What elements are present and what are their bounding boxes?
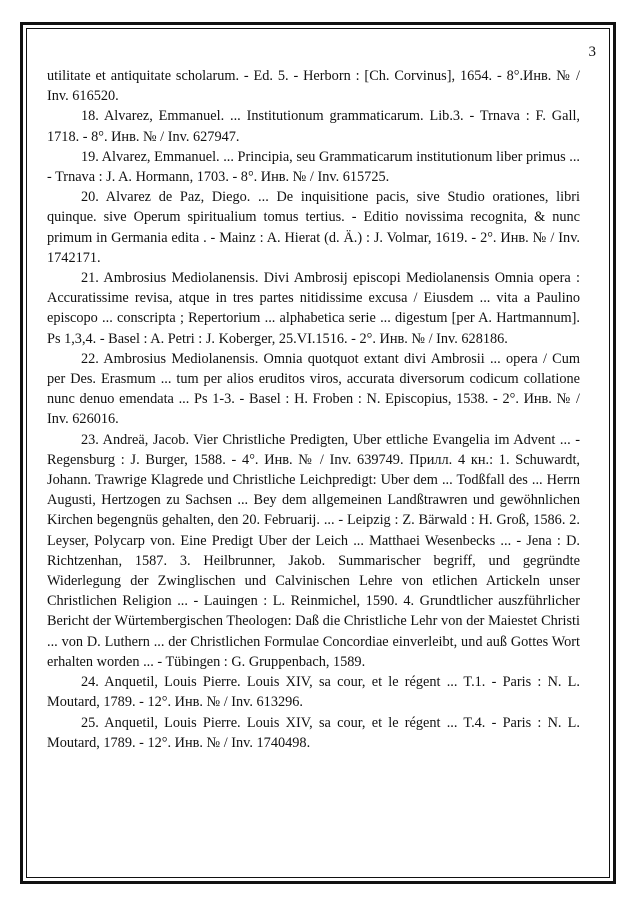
entry-24: 24. Anquetil, Louis Pierre. Louis XIV, sa cour, et le régent ... T.1. - Paris : N. L. Moutard, 1789. - 12°. Инв. № / Inv. 613296. [47,674,580,711]
entry-18: 18. Alvarez, Emmanuel. ... Institutionum grammaticarum. Lib.3. - Trnava : F. Gall, 1718. - 8°. Инв. № / Inv. 627947. [47,108,580,145]
entry-23: 23. Andreä, Jacob. Vier Christliche Predigten, Uber ettliche Evangelia im Advent ... - Regensburg : J. Burger, 1588. - 4°. Инв. № / Inv. 639749. Прилл. 4 кн.: 1. Schuwardt, Johann. Trawrige Klagrede und Christliche Leichpredigt: Uber dem ... Todßfall des ... Herrn Augusti, Hertzogen zu Sachsen ... Bey dem allgemeinen Landßtrawren und gewöhnlichen Kirchen begengnüs gehalten, den 20. Februarij. ... - Leipzig : Z. Bärwald : H. Groß, 1586. 2. Leyser, Polycarp von. Eine Predigt Uber der Leich ... Matthaei Wesenbecks ... - Jena : D. Richtzenhan, 1587. 3. Heilbrunner, Jakob. Summarischer begriff, und gegründte Widerlegung der Zwinglischen und Calvinischen Lehre von etlichen Artickeln unser Christlichen Religion ... - Lauingen : L. Reinmichel, 1590. 4. Grundtlicher auszführlicher Bericht der Würtembergischen Theologen: Daß die Christliche Lehr von der Maiestet Christi ... von D. Luthern ... der Christlichen Formulae Concordiae einverleibt, und auß Gottes Wort erhalten worden ... - Tübingen : G. Gruppenbach, 1589. [47,431,580,670]
page-number: 3 [588,44,596,60]
entry-17-continued: utilitate et antiquitate scholarum. - Ed. 5. - Herborn : [Ch. Corvinus], 1654. - 8°.Инв. № / Inv. 616520. [47,68,580,105]
bibliography-list [47,66,580,753]
entry-20: 20. Alvarez de Paz, Diego. ... De inquisitione pacis, sive Studio orationes, libri quinque. sive Operum spiritualium tomus tertius. - Editio novissima recognita, & nunc primum in Germania edita . - Mainz : A. Hierat (d. Ä.) : J. Volmar, 1619. - 2°. Инв. № / Inv. 1742171. [47,189,580,266]
entry-21: 21. Ambrosius Mediolanensis. Divi Ambrosij episcopi Mediolanensis Omnia opera : Accuratissime revisa, atque in tres partes nitidissime excusa / Eiusdem ... vita a Paulino episcopo ... conscripta ; Repertorium ... alphabetica serie ... digestum [per A. Hartmannum]. Ps 1,3,4. - Basel : A. Petri : J. Koberger, 25.VI.1516. - 2°. Инв. № / Inv. 628186. [47,270,580,347]
entry-25: 25. Anquetil, Louis Pierre. Louis XIV, sa cour, et le régent ... T.4. - Paris : N. L. Moutard, 1789. - 12°. Инв. № / Inv. 1740498. [47,714,580,751]
entry-19: 19. Alvarez, Emmanuel. ... Principia, seu Grammaticarum institutionum liber primus ... - Trnava : J. A. Hormann, 1703. - 8°. Инв. № / Inv. 615725. [47,148,580,186]
entry-22: 22. Ambrosius Mediolanensis. Omnia quotquot extant divi Ambrosii ... opera / Cum per Des. Erasmum ... tum per alios eruditos viros, accurata diversorum codicum collatione nunc denuo emendata ... Ps 1-3. - Basel : H. Froben : N. Episcopius, 1538. - 2°. Инв. № / Inv. 626016. [47,350,580,428]
